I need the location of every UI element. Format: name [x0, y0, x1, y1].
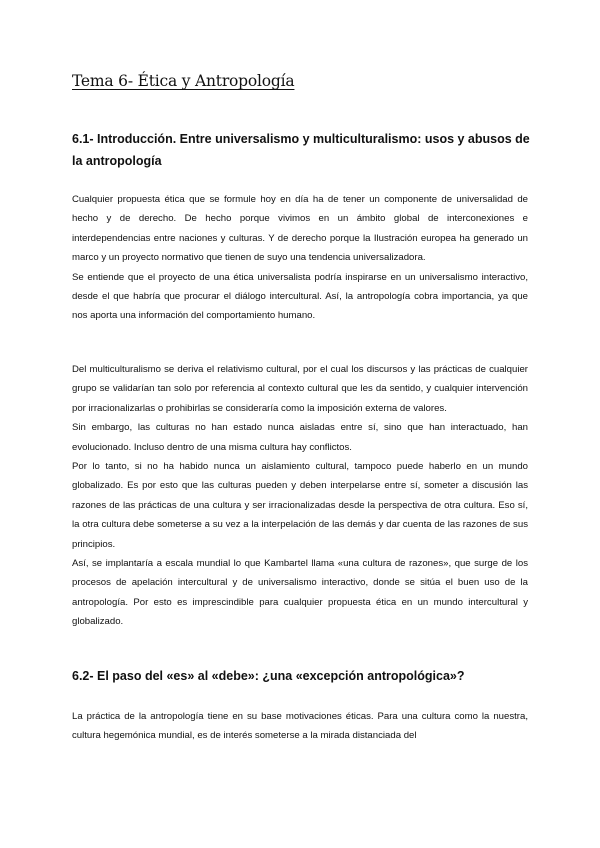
paragraph: Sin embargo, las culturas no han estado nunca aisladas entre sí, sino que han interactuado, han evolucionado. Incluso dentro de una misma cultura hay conflictos. [72, 422, 528, 453]
paragraph: Cualquier propuesta ética que se formule hoy en día ha de tener un componente de universalidad de hecho y de derecho. De hecho porque vivimos en un ámbito global de interconexiones e interdependencias entre naciones y culturas. Y de derecho porque la Ilustración europea ha generado un marco y un proyecto normativo que tienen de suyo una tendencia universalizadora. [72, 194, 528, 264]
paragraph: La práctica de la antropología tiene en su base motivaciones éticas. Para una cultura como la nuestra, cultura hegemónica mundial, es de interés someterse a la mirada distanciada del [72, 711, 528, 742]
paragraph: Se entiende que el proyecto de una ética universalista podría inspirarse en un universalismo interactivo, desde el que habría que procurar el diálogo intercultural. Así, la antropología cobra importancia, ya que nos aporta una información del comportamiento humano. [72, 271, 528, 322]
paragraph: Del multiculturalismo se deriva el relativismo cultural, por el cual los discursos y las prácticas de cualquier grupo se validarían tan solo por referencia al contexto cultural que les da sentido, y cualquier intervención por irracionalizarlas o prohibirlas se consideraría como la imposición externa de valores. [72, 364, 528, 414]
section-1-multiculturalism-block [72, 360, 528, 632]
section-heading-6-1: 6.1- Introducción. Entre universalismo y multiculturalismo: usos y abusos de la antropología [72, 132, 530, 168]
section-2-block [72, 707, 528, 746]
section-1-intro-block [72, 190, 528, 326]
paragraph: Por lo tanto, si no ha habido nunca un aislamiento cultural, tampoco puede haberlo en un mundo globalizado. Es por esto que las culturas pueden y deben interpelarse entre sí, someter a discusión las razones de las prácticas de una cultura y ser irracionalizadas desde la perspectiva de otra cultura. Eso sí, la otra cultura debe someterse a su vez a la interpelación de las demás y dar cuenta de las razones de sus principios. [72, 461, 528, 550]
document-title: Tema 6- Ética y Antropología [72, 72, 295, 90]
paragraph: Así, se implantaría a escala mundial lo que Kambartel llama «una cultura de razones», que surge de los procesos de apelación intercultural y de universalismo interactivo, donde se sitúa el buen uso de la antropología. Por esto es imprescindible para cualquier propuesta ética en un mundo intercultural y globalizado. [72, 558, 528, 628]
section-heading-6-2: 6.2- El paso del «es» al «debe»: ¿una «excepción antropológica»? [72, 669, 465, 683]
